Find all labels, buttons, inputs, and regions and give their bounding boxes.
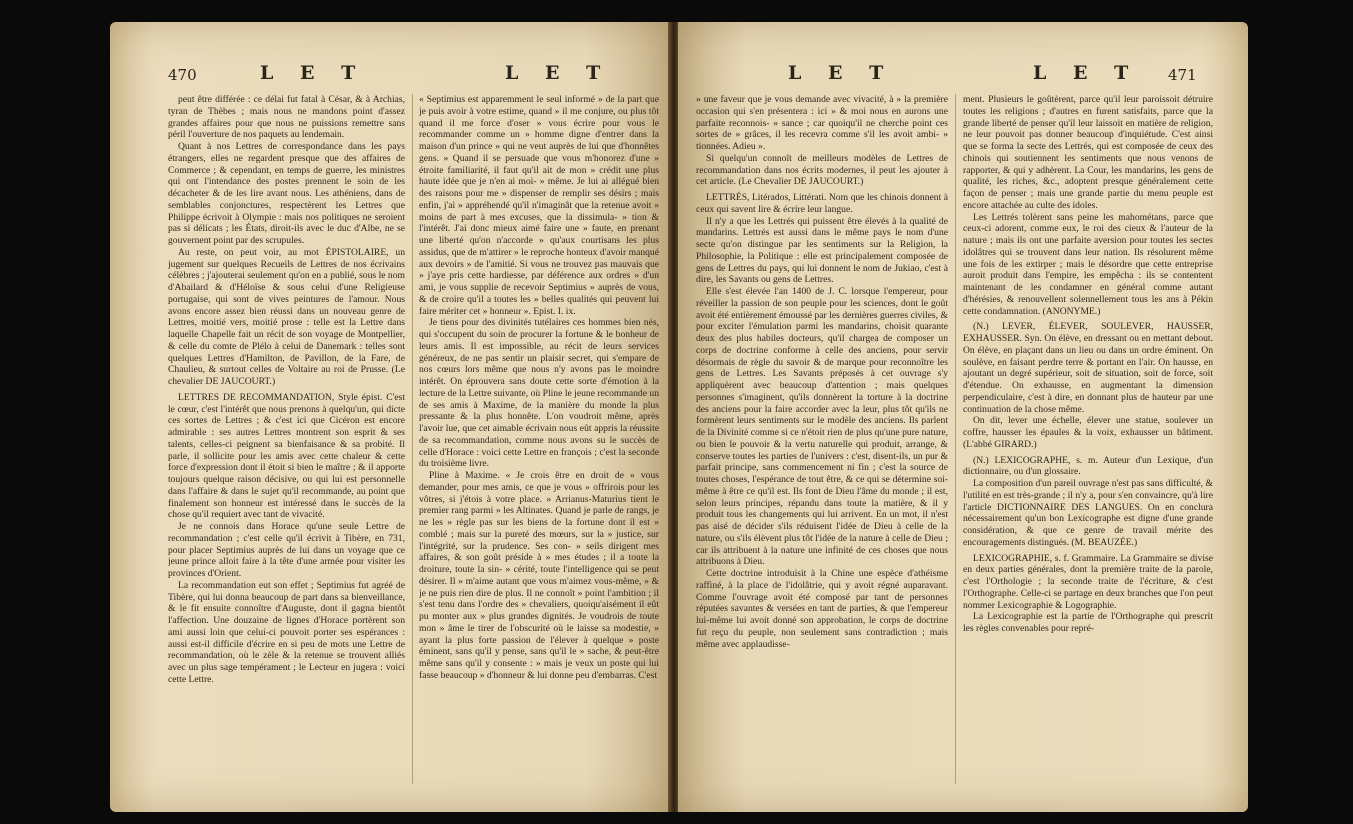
paragraph: Il n'y a que les Lettrés qui puissent être élevés à la qualité de mandarins. Lettrés est aussi dans le même pays le nom d'une secte qu'on distingue par les sentiments sur la Religion, la Philosophie, la Politique : elle est principalement composée de gens de Lettres du pays, qui lui donnent le nom de Jukiao, c'est à dire, les Savants ou gens de Lettres. xyxy=(696,215,948,286)
text-column-1 xyxy=(168,94,405,794)
entry-paragraph: (N.) LEVER, ÉLEVER, SOULEVER, HAUSSER, EXHAUSSER. Syn. On élève, en dressant ou en mettant debout. On élève, en plaçant dans un lieu ou dans un ordre éminent. On soulève, en faisant perdre terre & portant en l'air. On hausse, en ajoutant un degré supérieur, soit de situation, soit de force, soit d'étendue. On exhausse, en augmentant la dimension perpendiculaire, c'est à dire, en donnant plus de hauteur par une continuation de la chose même. xyxy=(963,321,1213,415)
paragraph: Au reste, on peut voir, au mot ÉPISTOLAIRE, un jugement sur quelques Recueils de Lettres de nos écrivains célèbres ; j'ajouterai seulement qu'on en a publié, sous le nom d'Abailard & d'Héloïse & sous celui d'une Religieuse portugaise, qui sont de vives peintures de l'amour. Nous avons encore assez bien réussi dans un nouveau genre de Lettres, moitié vers, moitié prose : telle est la Lettre dans laquelle Chapelle fait un récit de son voyage de Montpellier, & celle du comte de Plélo à celui de Danemark : telles sont quelques Lettres d'Hamilton, de Pavillon, de la Fare, de Chaulieu, & surtout celles de Voltaire au roi de Prusse. (Le chevalier DE JAUCOURT.) xyxy=(168,246,405,387)
text-column-1 xyxy=(696,94,948,794)
quotation: « Septimius est apparemment le seul informé » de la part que je puis avoir à votre estime, quand » il me conjure, ou plus tôt quand il me force d'oser » vous écrire pour vous le recommander comme un » homme digne d'entrer dans la maison d'un prince » qui ne veut auprès de lui que d'honnêtes gens. » Quand il se persuade que vous m'honorez d'une » étroite familiarité, il faut qu'il ait de mon » crédit une plus haute idée que je n'en ai moi- » même. Je lui ai allégué bien des raisons pour me » dispenser de remplir ses désirs ; mais enfin, j'ai » appréhendé qu'il n'imaginât que la retenue avoit » moins de part à mes excuses, que la dissimula- » tion & l'intérêt. J'ai donc mieux aimé faire une » faute, en prenant une liberté qu'on n'accorde » qu'aux courtisans les plus assidus, que de m'attirer » le reproche honteux d'avoir manqué aux devoirs » de l'amitié. Si vous ne trouvez pas mauvais que » j'aye pris cette hardiesse, par déférence aux ordres » d'un ami, je vous supplie de recevoir Septimius » auprès de vous, & de croire qu'il a toutes les » belles qualités qui peuvent lui faire mériter cet » honneur ». Epist. I. ix. xyxy=(419,94,659,317)
paragraph: La recommandation eut son effet ; Septimius fut agréé de Tibère, qui lui donna beaucoup de part dans sa bienveillance, & le fit ensuite connoître d'Auguste, dont il gagna bientôt l'affection. Une douzaine de lignes d'Horace portèrent son ami aussi loin que celui-ci pouvoit porter ses espérances : aussi est-il difficile d'écrire en si peu de mots une Lettre de recommandation, où le zèle & la retenue se trouvent alliés avec un plus sage tempérament ; le Lecteur en jugera : voici cette Lettre. xyxy=(168,579,405,685)
column-divider xyxy=(955,94,956,784)
running-head: L E T xyxy=(260,62,366,84)
text-column-2 xyxy=(963,94,1213,794)
paragraph: Cette doctrine introduisit à la Chine une espèce d'athéisme raffiné, à la place de l'idolâtrie, qui y avoit régné auparavant. Comme l'ouvrage avoit été composé par tant de personnes réputées savantes & versées en tant de parties, & que l'empereur lui-même lui avoit donné son approbation, le corps de doctrine fut reçu du peuple, non seulement sans contradiction ; mais même avec applaudisse- xyxy=(696,568,948,650)
entry-paragraph: LETTRÉS, Litérados, Littérati. Nom que les chinois donnent à ceux qui savent lire & écrire leur langue. xyxy=(696,192,948,215)
paragraph: Les Lettrés tolèrent sans peine les mahométans, parce que ceux-ci adorent, comme eux, le roi des cieux & l'auteur de la nature ; mais ils ont une parfaite aversion pour toutes les sectes idolâtres qui se trouvent dans leur nation. Ils résolurent même une fois de les extirper ; mais le désordre que cette entreprise auroit produit dans l'empire, les empêcha : ils se contentent maintenant de les condamner en général comme autant d'hérésies, & renouvellent solennellement tous les ans à Pékin cette condamnation. (ANONYME.) xyxy=(963,211,1213,317)
paragraph: La Lexicographie est la partie de l'Orthographe qui prescrit les règles convenables pour repré- xyxy=(963,611,1213,634)
quotation: » une faveur que je vous demande avec vivacité, à » la première occasion qui s'en présentera : ici » & moi nous en aurons une parfaite reconnois- » sance ; car quoiqu'il ne cherche point ces sortes de » grâces, il les recevra comme s'il les avoit ambi- » tionnées. Adieu ». xyxy=(696,94,948,152)
paragraph: ment. Plusieurs le goûtèrent, parce qu'il leur paroissoit détruire toutes les religions ; d'autres en furent satisfaits, parce que la grande liberté de penser qu'il leur laissoit en matière de religion, ne leur pouvoit pas donner beaucoup d'inquiétude. C'est ainsi que se forma la secte des Lettrés, qui est composée de ceux des chinois qui soutiennent les sentiments que nous venons de rapporter, & qui y adhèrent. La Cour, les mandarins, les gens de qualité, les riches, &c., adoptent presque généralement cette façon de penser ; mais une grande partie du menu peuple est encore attachée au culte des idoles. xyxy=(963,94,1213,211)
entry-paragraph: LEXICOGRAPHIE, s. f. Grammaire. La Grammaire se divise en deux parties générales, dont la première traite de la parole, c'est l'Orthologie ; la seconde traite de l'écriture, & c'est l'Orthographe. Celle-ci se partage en deux branches que l'on peut nommer Lexicographie & Logographie. xyxy=(963,552,1213,611)
left-page xyxy=(110,22,670,812)
paragraph: Je ne connois dans Horace qu'une seule Lettre de recommandation ; c'est celle qu'il écrivit à Tibère, en 731, pour placer Septimius auprès de lui dans un voyage que ce jeune prince alloit faire à la tête d'une armée pour visiter les provinces d'Orient. xyxy=(168,521,405,579)
right-page-header xyxy=(678,62,1248,92)
paragraph: Elle s'est élevée l'an 1400 de J. C. lorsque l'empereur, pour réveiller la passion de son peuple pour les sciences, dont le goût avoit été entièrement émoussé par les dernières guerres civiles, & pour exciter l'émulation parmi les mandarins, choisit quarante deux des plus habiles docteurs, qu'il chargea de composer un corps de doctrine conforme à celle des anciens, pour servir désormais de règle du savoir & de marque pour reconnoître les gens de Lettres. Les Savants préposés à cet ouvrage s'y appliquèrent avec beaucoup d'attention ; mais quelques personnes s'imaginent, qu'ils donnèrent la torture à la doctrine des anciens pour la faire accorder avec la leur, plus tôt qu'ils ne formèrent leurs sentiments sur le modèle des anciens. Ils parlent de la Divinité comme si ce n'étoit rien de plus qu'une pure nature, ou bien le pouvoir & la vertu naturelle qui produit, arrange, & conserve toutes les parties de l'univers : c'est, disent-ils, un pur & parfait principe, sans commencement ni fin ; c'est la source de toutes choses, l'espérance de tout être, & ce qui se détermine soi-même à être ce qu'il est. Ils font de Dieu l'âme du monde ; il est, selon leurs principes, répandu dans toute la matière, & il y produit tous les changements qui lui arrivent. En un mot, il n'est pas aisé de décider s'ils réduisent l'idée de Dieu à celle de la nature, ou s'ils élèvent plus tôt l'idée de la nature à celle de Dieu ; car ils attribuent à la nature une infinité de ces choses que nous attribuons à Dieu. xyxy=(696,286,948,568)
page-number: 470 xyxy=(168,66,197,84)
paragraph: Si quelqu'un connoît de meilleurs modèles de Lettres de recommandation dans nos écrits modernes, il peut les ajouter à cet article. (Le Chevalier DE JAUCOURT.) xyxy=(696,152,948,188)
paragraph: peut être différée : ce délai fut fatal à César, & à Archias, tyran de Thèbes ; mais nous ne mandons point d'assez grandes affaires pour que nous ne puissions remettre sans péril l'ouverture de nos paquets au lendemain. xyxy=(168,94,405,141)
right-page xyxy=(678,22,1248,812)
column-divider xyxy=(412,94,413,784)
running-head: L E T xyxy=(505,62,611,84)
entry-paragraph: (N.) LEXICOGRAPHE, s. m. Auteur d'un Lexique, d'un dictionnaire, ou d'un glossaire. xyxy=(963,454,1213,478)
paragraph: La composition d'un pareil ouvrage n'est pas sans difficulté, & l'utilité en est très-grande ; il n'y a, pour s'en convaincre, qu'à lire l'article DICTIONNAIRE DES LANGUES. On en conclura nécessairement qu'un bon Lexicographe est digne d'une grande considération, & que ce genre de travail mérite des encouragements distingués. (M. BEAUZÉE.) xyxy=(963,478,1213,548)
running-head: L E T xyxy=(788,62,894,84)
page-number: 471 xyxy=(1168,66,1197,84)
entry-paragraph: LETTRES DE RECOMMANDATION, Style épist. C'est le cœur, c'est l'intérêt que nous prenons à quelqu'un, qui dicte ces sortes de Lettres ; & c'est ici que Cicéron est encore admirable : ses autres Lettres montrent son esprit & ses talents, celles-ci peignent sa bienfaisance & sa probité. Il parle, il sollicite pour les amis avec cette chaleur & cette force d'expression dont il étoit si bien le maître ; & il apporte toujours quelque raison décisive, ou qui lui est personnelle dans l'affaire & dans le sujet qu'il recommande, au point que finalement son honneur est intéressé dans le succès de la chose qu'il requiert avec tant de vivacité. xyxy=(168,391,405,521)
text-column-2 xyxy=(419,94,659,794)
quotation: Pline à Maxime. « Je crois être en droit de » vous demander, pour mes amis, ce que je vous » offrirois pour les vôtres, si j'étois à votre place. » Arrianus-Maturius tient le premier rang parmi » les Altinates. Quand je parle de rangs, je ne les » règle pas sur les biens de la fortune dont il est » comblé ; mais sur la pureté des mœurs, sur la » justice, sur l'intégrité, sur la prudence. Ses con- » seils dirigent mes affaires, & son goût préside à » mes études ; il a toute la droiture, toute la sin- » cérité, toute l'intelligence qui se peut désirer. Il » m'aime autant que vous m'aimez vous-même, » & je ne puis rien dire de plus. Il ne connoît » point l'ambition ; il s'est tenu dans l'ordre des » chevaliers, quoiqu'aisément il eût pu monter aux » plus grandes dignités. Je voudrois de toute mon » âme le tirer de l'obscurité où le laisse sa modestie, » ayant la plus forte passion de l'élever à quelque » poste éminent, sans qu'il y pense, sans qu'il le » sache, & peut-être même sans qu'il y consente : » mais je veux un poste qui lui fasse beaucoup » d'honneur & lui donne peu d'embarras. C'est xyxy=(419,470,659,681)
running-head: L E T xyxy=(1033,62,1139,84)
paragraph: On dit, lever une échelle, élever une statue, soulever un coffre, hausser les épaules & la voix, exhausser un bâtiment. (L'abbé GIRARD.) xyxy=(963,415,1213,450)
paragraph: Je tiens pour des divinités tutélaires ces hommes bien nés, qui s'occupent du soin de procurer la fortune & le bonheur de leurs amis. Il est impossible, au récit de leurs services généreux, de ne pas sentir un plaisir secret, qui s'empare de nos cœurs lors même que nous n'y avons pas le moindre intérêt. On éprouvera sans doute cette sorte d'émotion à la lecture de la Lettre suivante, où Pline le jeune recommande un de ses amis à Maxime, de la manière du monde la plus pressante & la plus honnête. L'on voudroit même, après l'avoir lue, que cet aimable écrivain nous eût appris la réussite de sa recommandation, comme nous avons su le succès de celle d'Horace : voici cette Lettre en françois ; c'est la seconde du troisième livre. xyxy=(419,317,659,470)
paragraph: Quant à nos Lettres de correspondance dans les pays étrangers, elles ne regardent presque que des affaires de Commerce ; & cependant, en temps de guerre, les ministres qui ont l'intendance des postes prennent le soin de les décacheter & de les lire avant nous. Les athéniens, dans de semblables conjonctures, respectèrent les Lettres que Philippe écrivoit à Olympie : mais nos politiques ne seroient pas si délicats ; les États, diroit-ils avec le duc d'Albe, ne se gouvernent point par des scrupules. xyxy=(168,141,405,246)
left-page-header xyxy=(110,62,670,92)
